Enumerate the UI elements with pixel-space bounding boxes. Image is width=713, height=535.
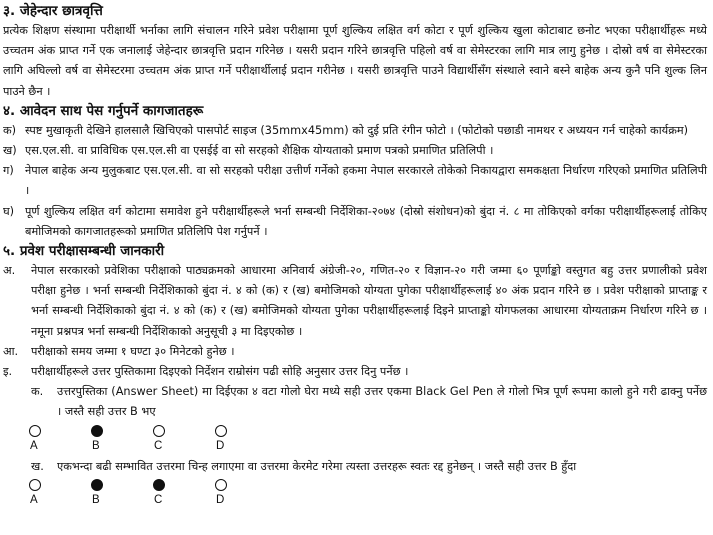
list-marker: क) (3, 123, 17, 137)
exam-info-list (3, 261, 707, 511)
bubble-icon (215, 425, 227, 437)
sub-item-marker: क. (31, 385, 44, 399)
list-item-text: परीक्षार्थीहरूले उत्तर पुस्तिकामा दिइएको निर्देशन राम्रोसंग पढी सोहि अनुसार उत्तर दिनु पर्नेछ । (31, 365, 409, 379)
list-item-text: स्पष्ट मुखाकृती देखिने हालसालै खिचिएको पासपोर्ट साइज (35mmx45mm) को दुई प्रति रंगीन फोटो । (फोटोको पछाडी नामथर र अध्ययन गर्न चाहेको कार्यक्रम) (25, 123, 689, 137)
option-label: B (92, 439, 100, 452)
bubble-icon (215, 479, 227, 491)
option-label: C (154, 439, 163, 452)
answer-option (29, 421, 91, 457)
bubble-icon (29, 479, 41, 491)
list-marker: इ. (3, 365, 13, 379)
list-item (3, 342, 707, 362)
documents-list (3, 121, 707, 242)
option-label: A (30, 493, 38, 506)
answer-bubbles-correct-example (3, 421, 707, 457)
list-item (3, 141, 707, 161)
section-3-paragraph: प्रत्येक शिक्षण संस्थामा परीक्षार्थी भर्नाका लागि संचालन गरिने प्रवेश परीक्षामा पूर्ण शुल्किय लक्षित वर्ग कोटा र पूर्ण शुल्किय खुला कोटाबाट छनोट भएका परीक्षार्थीहरू मध्ये उच्चतम अंक प्राप्त गर्ने एक जनालाई जेहेन्दार छात्रवृत्ति प्रदान गरिनेछ । यसरी प्रदान गरिने छात्रवृत्ति पहिलो वर्ष वा सेमेस्टरका लागि मात्र लागु हुनेछ । दोस्रो वर्ष वा सेमेस्टरका लागि अघिल्लो वर्ष वा सेमेस्टरमा उच्चतम अंक प्राप्त गर्ने परीक्षार्थीलाई प्रदान गरीनेछ । यसरी छात्रवृत्ति पाउने विद्यार्थीसँग संस्थाले स्वाने बस्ने बाहेक अन्य कुनै पनि शुल्क लिन पाउने छैन । (3, 24, 707, 98)
sub-item-text: उत्तरपुस्तिका (Answer Sheet) मा दिईएका ४ वटा गोलो घेरा मध्ये सही उत्तर एकमा Black Gel Pen ले गोलो भित्र पूर्ण रूपमा कालो हुने गरी ढाक्नु पर्नेछ । जस्तै सही उत्तर B भए (57, 385, 707, 419)
list-item-text: एस.एल.सी. वा प्राविधिक एस.एल.सी वा एसईई वा सो सरहको शैक्षिक योग्यताको प्रमाण पत्रको प्रमाणित प्रतिलिपी । (25, 144, 494, 158)
bubble-icon (153, 425, 165, 437)
option-label: D (216, 493, 225, 506)
list-item (3, 202, 707, 242)
list-item (3, 362, 707, 382)
list-item-text: पूर्ण शुल्किय लक्षित वर्ग कोटामा समावेश हुने परीक्षार्थीहरूले भर्ना सम्बन्धी निर्देशिका-२०७४ (दोस्रो संशोधन)को बुंदा नं. ८ मा तोकिएको वर्गका परीक्षार्थीहरूलाई तोकिए बमोजिमको कागजातहरूको प्रमाणित प्रतिलिपि पेश गर्नुपर्ने । (25, 204, 707, 238)
option-label: C (154, 493, 163, 506)
list-item-text: नेपाल बाहेक अन्य मुलुकबाट एस.एल.सी. वा सो सरहको परीक्षा उत्तीर्ण गर्नेको हकमा नेपाल सरकारले तोकेको निकायद्वारा समकक्षता निर्धारण गरिएको प्रमाणित प्रतिलिपी । (25, 164, 707, 198)
sub-item (3, 382, 707, 422)
bubble-icon (153, 479, 165, 491)
sub-item (3, 457, 707, 477)
answer-option (153, 475, 215, 511)
answer-option (215, 475, 277, 511)
option-label: D (216, 439, 225, 452)
answer-option (215, 421, 277, 457)
list-item-text: परीक्षाको समय जम्मा १ घण्टा ३० मिनेटको हुनेछ । (31, 344, 235, 358)
option-label: B (92, 493, 100, 506)
answer-option (91, 421, 153, 457)
section-5-heading: ५. प्रवेश परीक्षासम्बन्धी जानकारी (3, 243, 165, 260)
list-marker: अ. (3, 264, 16, 278)
list-item (3, 121, 707, 141)
section-4-heading: ४. आवेदन साथ पेस गर्नुपर्ने कागजातहरू (3, 102, 204, 119)
answer-option (153, 421, 215, 457)
sub-item-marker: ख. (31, 459, 44, 473)
answer-bubbles-invalid-example (3, 475, 707, 511)
answer-option (91, 475, 153, 511)
bubble-icon (29, 425, 41, 437)
list-item (3, 161, 707, 201)
option-label: A (30, 439, 38, 452)
list-marker: ख) (3, 144, 17, 158)
list-item (3, 261, 707, 342)
list-marker: घ) (3, 204, 15, 218)
answer-option (29, 475, 91, 511)
sub-item-text: एकभन्दा बढी सम्भावित उत्तरमा चिन्ह लगाएमा वा उत्तरमा केरमेट गरेमा त्यस्ता उत्तरहरू स्वतः रद्द हुनेछन् । जस्तै सही उत्तर B हुँदा (57, 459, 577, 473)
list-item-text: नेपाल सरकारको प्रवेशिका परीक्षाको पाठ्यक्रमको आधारमा अनिवार्य अंग्रेजी-२०, गणित-२० र विज्ञान-२० गरी जम्मा ६० पूर्णाङ्को वस्तुगत बहु उत्तर प्रणालीको प्रवेश परीक्षा हुनेछ । भर्ना सम्बन्धी निर्देशिकाको बुंदा नं. ४ को (क) र (ख) बमोजिमको योग्यता पुगेका परीक्षार्थीहरूलाई ४० अंक प्रदान गरिने छ । प्रवेश परीक्षाको प्राप्ताङ्क र भर्ना सम्बन्धी निर्देशिकाको बुंदा नं. ४ को (क) र (ख) बमोजिमको योग्यता पुगेका परीक्षार्थीहरूलाई दिइने प्राप्ताङ्को योगफलका आधारमा योग्यताक्रम निर्धारण गरिने छ । नमूना प्रश्नपत्र भर्ना सम्बन्धी निर्देशिकाको अनुसूची ३ मा दिइएकोछ । (31, 264, 707, 338)
bubble-icon (91, 425, 103, 437)
bubble-icon (91, 479, 103, 491)
section-3-heading: ३. जेहेन्दार छात्रवृत्ति (3, 3, 103, 19)
list-marker: आ. (3, 344, 19, 358)
list-marker: ग) (3, 164, 14, 178)
